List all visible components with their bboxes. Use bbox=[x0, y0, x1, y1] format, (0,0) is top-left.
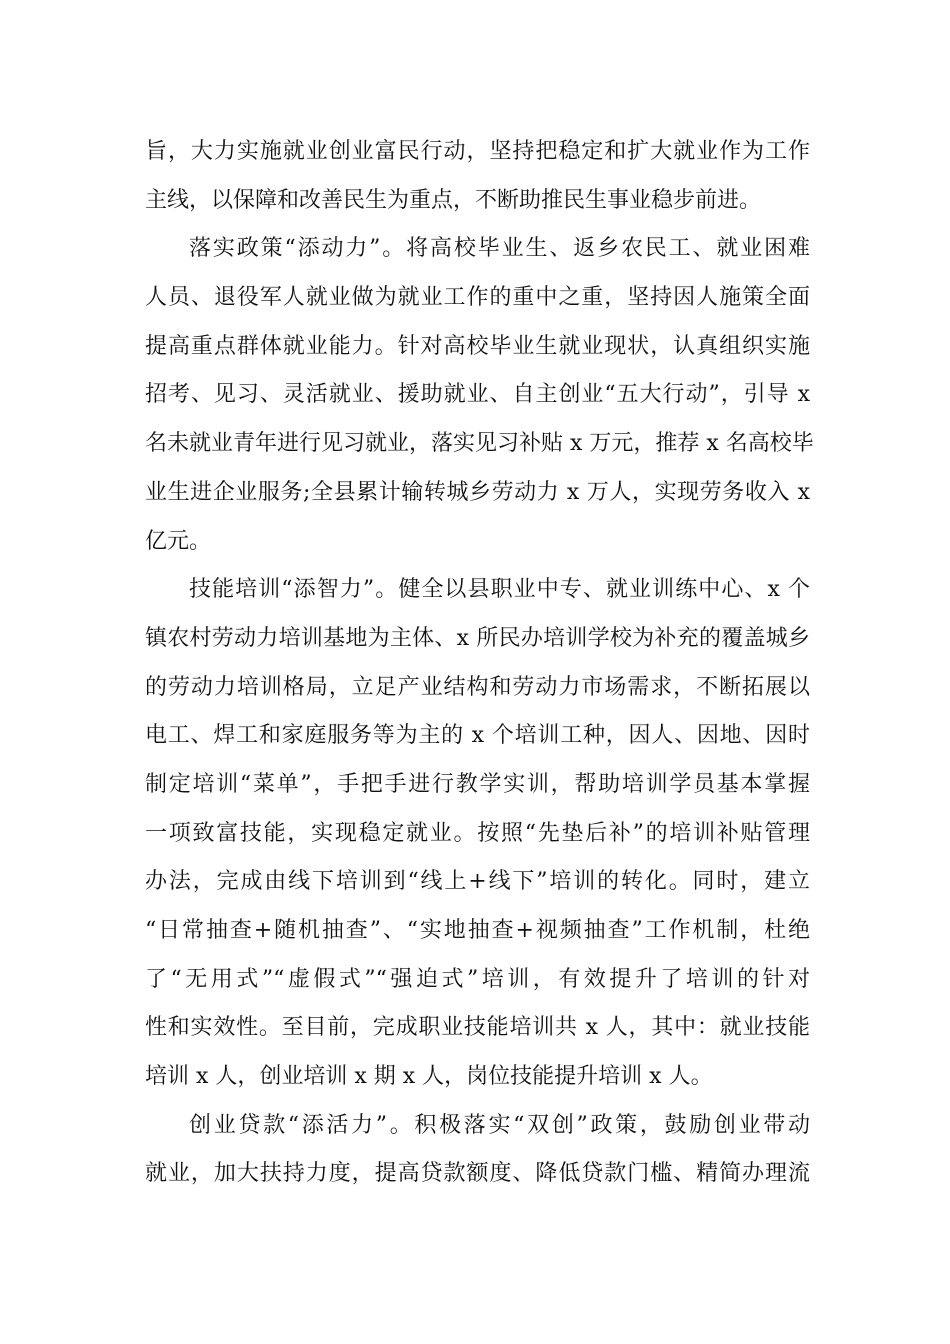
text-line: 办法，完成由线下培训到“线上+线下”培训的转化。同时，建立 bbox=[145, 869, 810, 895]
text-line: 名未就业青年进行见习就业，落实见习补贴 x 万元，推荐 x 名高校毕 bbox=[145, 431, 814, 457]
text-line: 业生进企业服务;全县累计输转城乡劳动力 x 万人，实现劳务收入 x bbox=[145, 479, 810, 505]
text-line: 招考、见习、灵活就业、援助就业、自主创业“五大行动”，引导 x bbox=[145, 382, 810, 408]
text-line: 的劳动力培训格局，立足产业结构和劳动力市场需求，不断拓展以 bbox=[145, 674, 810, 700]
text-line: 亿元。 bbox=[145, 528, 212, 554]
text-line: “日常抽查+随机抽查”、“实地抽查+视频抽查”工作机制，杜绝 bbox=[145, 918, 810, 943]
text-line: 人员、退役军人就业做为就业工作的重中之重，坚持因人施策全面 bbox=[145, 285, 810, 311]
text-line: 创业贷款“添活力”。积极落实“双创”政策，鼓励创业带动 bbox=[189, 1112, 810, 1138]
text-line: 一项致富技能，实现稳定就业。按照“先垫后补”的培训补贴管理 bbox=[145, 820, 810, 846]
text-line: 了“无用式”“虚假式”“强迫式”培训，有效提升了培训的针对 bbox=[145, 966, 810, 992]
text-line: 性和实效性。至目前，完成职业技能培训共 x 人，其中：就业技能 bbox=[145, 1015, 810, 1041]
text-line: 就业，加大扶持力度，提高贷款额度、降低贷款门槛、精简办理流 bbox=[145, 1161, 810, 1187]
text-line: 制定培训“菜单”，手把手进行教学实训，帮助培训学员基本掌握 bbox=[145, 771, 810, 797]
text-line: 电工、焊工和家庭服务等为主的 x 个培训工种，因人、因地、因时 bbox=[145, 723, 810, 749]
text-line: 旨，大力实施就业创业富民行动，坚持把稳定和扩大就业作为工作 bbox=[145, 139, 810, 164]
text-line: 落实政策“添动力”。将高校毕业生、返乡农民工、就业困难 bbox=[189, 236, 810, 262]
document-body bbox=[145, 128, 814, 1199]
text-line: 提高重点群体就业能力。针对高校毕业生就业现状，认真组织实施 bbox=[145, 333, 810, 359]
text-line: 培训 x 人，创业培训 x 期 x 人，岗位技能提升培训 x 人。 bbox=[145, 1064, 713, 1090]
text-line: 镇农村劳动力培训基地为主体、x 所民办培训学校为补充的覆盖城乡 bbox=[145, 625, 810, 651]
text-line: 主线，以保障和改善民生为重点，不断助推民生事业稳步前进。 bbox=[145, 187, 762, 213]
text-line: 技能培训“添智力”。健全以县职业中专、就业训练中心、x 个 bbox=[189, 577, 810, 603]
